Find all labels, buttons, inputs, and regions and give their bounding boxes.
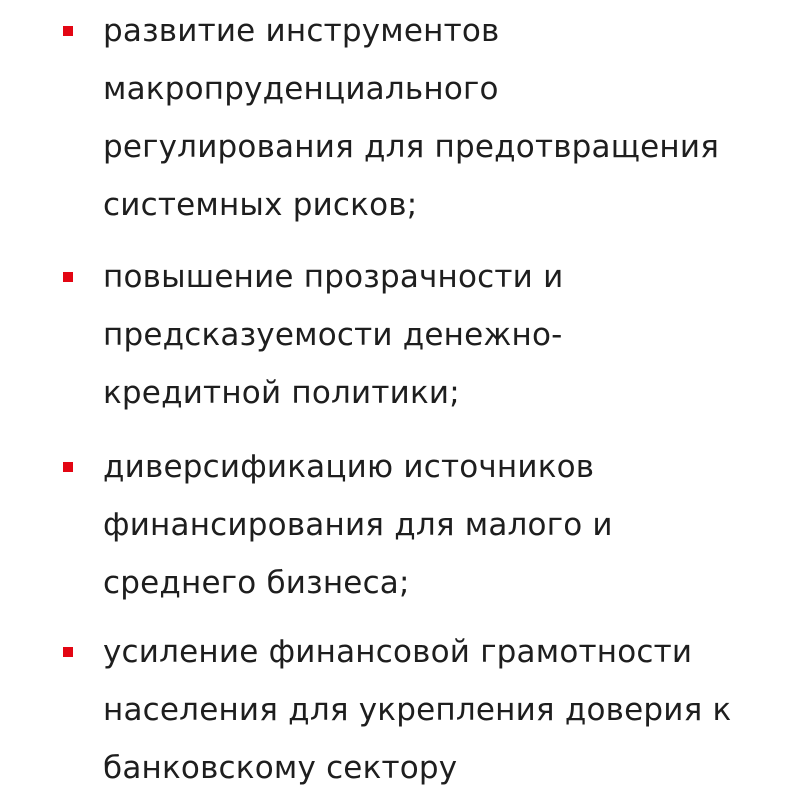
red-square-bullet-icon (63, 647, 73, 657)
red-square-bullet-icon (63, 26, 73, 36)
list-item-text: развитие инструментов макропруденциального регулирования для предотвращения системных рисков; (103, 13, 720, 223)
list-item-text: усиление финансовой грамотности населения для укрепления доверия к банковскому сектору (103, 634, 732, 786)
list-item-text: повышение прозрачности и предсказуемости денежно- кредитной политики; (103, 259, 564, 411)
list-item-text: диверсификацию источников финансирования для малого и среднего бизнеса; (103, 449, 613, 601)
red-square-bullet-icon (63, 462, 73, 472)
red-square-bullet-icon (63, 272, 73, 282)
